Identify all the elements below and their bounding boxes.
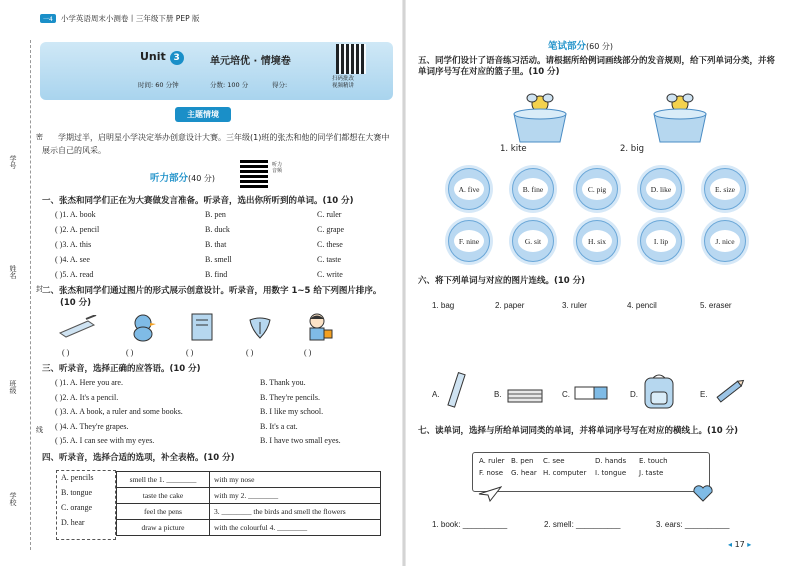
eraser-icon[interactable] [574, 385, 610, 401]
flower-card[interactable]: A. five [448, 168, 490, 210]
ruler-icon[interactable] [444, 372, 470, 408]
q4-table [116, 471, 381, 536]
unit-label: Unit 3 [140, 50, 184, 65]
q4-option: A. pencils [61, 473, 94, 482]
basket-2-label: 2. big [620, 144, 644, 154]
sidebar-label-school: 学校 [9, 492, 17, 506]
qr-code-icon[interactable] [336, 44, 366, 74]
sidebar-label-id: 学号 [9, 155, 17, 169]
flower-card[interactable]: F. nine [448, 220, 490, 262]
q2-blank[interactable]: ( ) [246, 348, 254, 357]
q6-pic-label: A. [432, 390, 440, 399]
basket-1-label: 1. kite [500, 144, 527, 154]
q6-title: 六、将下列单词与对应的图片连线。(10 分) [418, 276, 586, 286]
cut-mark-1: 密 [36, 133, 43, 141]
prev-arrow-icon: ◂ [728, 540, 733, 549]
flower-card[interactable]: I. lip [640, 220, 682, 262]
q7-title: 七、读单词，选择与所给单词同类的单词，并将单词序号写在对应的横线上。(10 分) [418, 426, 739, 436]
q6-pic-label: B. [494, 390, 502, 399]
theme-intro: 学期过半，启明星小学决定举办创意设计大赛。三年级(1)班的张杰和他的同学们都想在大赛中展示自己的风采。 [42, 133, 390, 155]
q5-title: 五、同学们设计了语音练习活动。请根据所给例词画线部分的发音规则，给下列单词分类，并将单词序号写在对应的篮子里。(10 分) [418, 56, 776, 77]
sidebar-label-class: 班级 [9, 380, 17, 394]
flower-card[interactable]: G. sit [512, 220, 554, 262]
flower-card[interactable]: D. like [640, 168, 682, 210]
picture-boy-icon [304, 312, 334, 342]
q3-row: ( )5. A. I can see with my eyes. B. I have two small eyes. [55, 436, 341, 445]
q3-row: ( )2. A. It's a pencil. B. They're pencils. [55, 392, 320, 402]
written-title: 笔试部分(60 分) [548, 41, 613, 52]
q3-row: ( )1. A. Here you are. B. Thank you. [55, 378, 306, 387]
grade-info: 得分: [272, 81, 288, 89]
q6-word[interactable]: 1. bag [432, 301, 455, 310]
picture-book-icon [188, 312, 216, 342]
book-title: 小学英语周末小测卷丨三年级下册 PEP 版 [60, 14, 200, 23]
q3-title: 三、听录音，选择正确的应答语。(10 分) [42, 364, 201, 374]
sidebar-label-name: 姓名 [9, 265, 17, 279]
q1-row: ( )2. A. pencil B. duck C. grape [55, 225, 345, 234]
q7-row: A. ruler B. pen C. see D. hands E. touch [479, 457, 668, 465]
page-gutter [402, 0, 406, 566]
score-info: 分数: 100 分 [210, 81, 249, 89]
q6-word[interactable]: 2. paper [495, 301, 525, 310]
cut-mark-2: 封 [36, 285, 43, 293]
basket-2-icon [650, 90, 710, 146]
pencil-icon[interactable] [712, 376, 748, 406]
q2-title: 二、张杰和同学们通过图片的形式展示创意设计。听录音，用数字 1~5 给下列图片排序。 [42, 286, 382, 296]
picture-tongue-icon [246, 314, 274, 342]
q2-blank[interactable]: ( ) [62, 348, 70, 357]
q6-pic-label: D. [630, 390, 638, 399]
listening-qr-icon[interactable] [240, 160, 268, 188]
listening-qr-caption: 听力音频 [272, 162, 283, 174]
q1-row: ( )4. A. see B. smell C. taste [55, 255, 341, 264]
q2-blank[interactable]: ( ) [304, 348, 312, 357]
table-row: smell the 1. ________ with my nose [117, 472, 381, 488]
flower-card[interactable]: C. pig [576, 168, 618, 210]
q7-word-box [472, 452, 710, 492]
q3-row: ( )3. A. A book, a ruler and some books. B. I like my school. [55, 407, 324, 416]
q6-word[interactable]: 4. pencil [627, 301, 657, 310]
flower-card[interactable]: H. six [576, 220, 618, 262]
next-arrow-icon: ▸ [747, 540, 752, 549]
q3-row: ( )4. A. They're grapes. B. It's a cat. [55, 421, 298, 431]
theme-banner: 主题情境 [175, 107, 231, 122]
paper-plane-icon [478, 486, 502, 502]
q1-row: ( )3. A. this B. that C. these [55, 240, 343, 249]
flower-card[interactable]: J. nice [704, 220, 746, 262]
schoolbag-icon[interactable] [641, 372, 677, 410]
cut-mark-3: 线 [36, 426, 43, 434]
q4-option: D. hear [61, 518, 85, 527]
time-info: 时间: 60 分钟 [138, 81, 179, 89]
q1-row: ( )5. A. read B. find C. write [55, 270, 343, 279]
q4-options-box [56, 470, 116, 540]
q1-title: 一、张杰和同学们正在为大赛做发言准备。听录音，选出你所听到的单词。(10 分) [42, 196, 354, 206]
heart-icon [692, 484, 714, 502]
q7-answer[interactable]: 3. ears: __________ [656, 520, 730, 529]
table-row: draw a picture with the colourful 4. ________ [117, 520, 381, 536]
paper-icon[interactable] [506, 382, 544, 404]
page-number: ◂ 17 ▸ [728, 540, 752, 549]
cut-line [30, 40, 31, 550]
q4-title: 四、听录音，选择合适的选项，补全表格。(10 分) [42, 453, 235, 463]
q2-blank[interactable]: ( ) [186, 348, 194, 357]
q7-row: F. nose G. hear H. computer I. tongue J. taste [479, 469, 664, 477]
picture-bird-icon [128, 312, 158, 342]
q6-pic-label: E. [700, 390, 708, 399]
flower-card[interactable]: E. size [704, 168, 746, 210]
top-bar [40, 8, 380, 22]
q1-row: ( )1. A. book B. pen C. ruler [55, 210, 342, 219]
q3-rows [55, 378, 395, 451]
q2-blank[interactable]: ( ) [126, 348, 134, 357]
q6-word[interactable]: 5. eraser [700, 301, 732, 310]
qr-caption: 扫码批改 视频精讲 [332, 76, 355, 89]
unit-title: 单元培优 · 情境卷 [210, 56, 291, 67]
q6-word[interactable]: 3. ruler [562, 301, 587, 310]
q2-points: (10 分) [60, 298, 92, 308]
q7-answer[interactable]: 2. smell: __________ [544, 520, 621, 529]
page-badge: 一4 [40, 14, 56, 23]
picture-hand-writing-icon [58, 315, 98, 339]
flower-card[interactable]: B. fine [512, 168, 554, 210]
unit-number: 3 [170, 51, 184, 65]
basket-1-icon [510, 90, 570, 146]
q4-option: B. tongue [61, 488, 93, 497]
q4-option: C. orange [61, 503, 93, 512]
q7-answer[interactable]: 1. book: __________ [432, 520, 508, 529]
q6-pic-label: C. [562, 390, 570, 399]
q1-rows [55, 210, 385, 285]
unit-header [40, 42, 393, 100]
listening-title: 听力部分(40 分) [150, 173, 215, 184]
table-row: feel the pens 3. ________ the birds and smell the flowers [117, 504, 381, 520]
table-row: taste the cake with my 2. ________ [117, 488, 381, 504]
